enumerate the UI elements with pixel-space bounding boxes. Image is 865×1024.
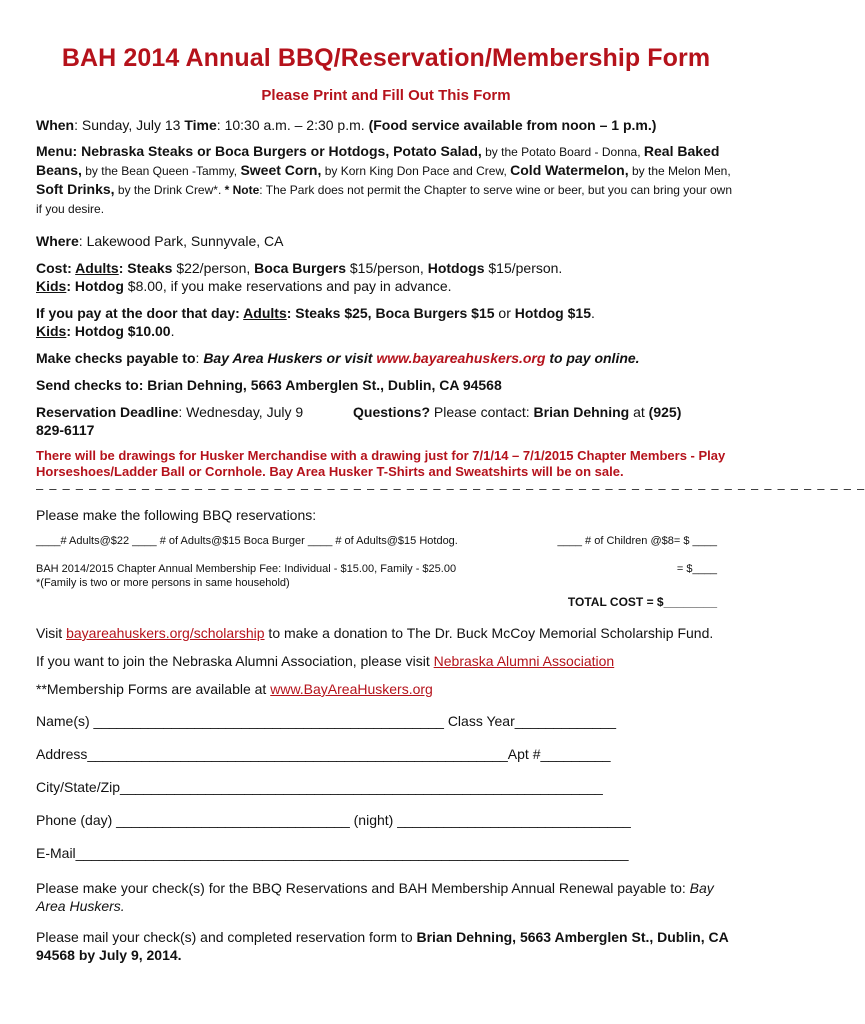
contact-phone-cont: 829-6117 (36, 422, 95, 438)
form-title: BAH 2014 Annual BBQ/Reservation/Membership Form (61, 44, 711, 72)
checks-payable: Make checks payable to: Bay Area Huskers or visit www.bayareahuskers.org to pay online. (36, 350, 640, 366)
address-field[interactable]: Address______________________________________________________Apt #_________ (36, 746, 611, 762)
total-cost[interactable]: TOTAL COST = $________ (567, 595, 717, 609)
membership-fee-amount[interactable]: = $____ (676, 563, 717, 575)
reservations-heading: Please make the following BBQ reservations: (36, 507, 317, 523)
form-page (36, 44, 865, 964)
reservation-quantities (36, 534, 736, 548)
family-note: *(Family is two or more persons in same household) (36, 577, 290, 589)
door-prices: If you pay at the door that day: Adults: Steaks $25, Boca Burgers $15 or Hotdog $15. Kids: Hotdog $10.00. (36, 305, 595, 339)
closing-payable: Please make your check(s) for the BBQ Reservations and BAH Membership Annual Renewal payable to: Bay Area Huskers. (36, 880, 714, 914)
phone-field[interactable]: Phone (day) ______________________________ (night) ______________________________ (36, 812, 631, 828)
city-state-zip-field[interactable]: City/State/Zip______________________________________________________________ (36, 779, 603, 795)
event-menu: Menu: Nebraska Steaks or Boca Burgers or Hotdogs, Potato Salad, by the Potato Board - Donna, Real Baked Beans, by the Bean Queen -Tammy, Sweet Corn, by Korn King Don Pace and Crew, Cold Watermelon, by the Melon Men, Soft Drinks, by the Drink Crew*. * Note: The Park does not permit the Chapter to serve wine or beer, but you can bring your own if you desire. (36, 143, 733, 216)
membership-forms-link[interactable]: www.BayAreaHuskers.org (270, 681, 433, 697)
alumni-line: If you want to join the Nebraska Alumni Association, please visit Nebraska Alumni Association (36, 653, 615, 669)
alumni-link[interactable]: Nebraska Alumni Association (433, 653, 615, 669)
drawings-notice: There will be drawings for Husker Merchandise with a drawing just for 7/1/14 – 7/1/2015 Chapter Members - Play Horseshoes/Ladder Ball or Cornhole. Bay Area Husker T-Shirts and Sweatshirts will be on sale. (36, 448, 726, 479)
scholarship-line: Visit bayareahuskers.org/scholarship to make a donation to The Dr. Buck McCoy Memorial Scholarship Fund. (36, 625, 714, 641)
closing-mail: Please mail your check(s) and completed reservation form to Brian Dehning, 5663 Amberglen St., Dublin, CA 94568 by July 9, 2014. (36, 929, 729, 963)
questions-contact: Questions? Please contact: Brian Dehning at (925) (353, 404, 682, 420)
contact-fields (36, 712, 736, 862)
website-link[interactable]: www.bayareahuskers.org (376, 350, 546, 366)
membership-forms-line: **Membership Forms are available at www.BayAreaHuskers.org (36, 681, 433, 697)
deadline-row (36, 403, 736, 439)
event-when: When: Sunday, July 13 Time: 10:30 a.m. – 2:30 p.m. (Food service available from noon – 1 p.m.) (36, 117, 657, 133)
membership-fee: BAH 2014/2015 Chapter Annual Membership Fee: Individual - $15.00, Family - $25.00 (36, 563, 457, 575)
event-where: Where: Lakewood Park, Sunnyvale, CA (36, 233, 284, 249)
reservation-deadline: Reservation Deadline: Wednesday, July 9 (36, 404, 304, 420)
email-field[interactable]: E-Mail_______________________________________________________________________ (36, 845, 629, 861)
names-field[interactable]: Name(s) _____________________________________________ Class Year_____________ (36, 713, 616, 729)
event-cost: Cost: Adults: Steaks $22/person, Boca Burgers $15/person, Hotdogs $15/person. Kids: Hotdog $8.00, if you make reservations and pay in advance. (36, 260, 563, 294)
send-checks: Send checks to: Brian Dehning, 5663 Amberglen St., Dublin, CA 94568 (36, 377, 502, 393)
scholarship-link[interactable]: bayareahuskers.org/scholarship (66, 625, 265, 641)
children-reservations[interactable]: ____ # of Children @$8= $ ____ (557, 535, 717, 547)
adult-reservations[interactable]: ____# Adults@$22 ____ # of Adults@$15 Boca Burger ____ # of Adults@$15 Hotdog. (36, 535, 458, 547)
membership-fee-row (36, 562, 736, 576)
form-subtitle: Please Print and Fill Out This Form (261, 87, 511, 104)
cut-line-divider: – – – – – – – – – – – – – – – – – – – – – – – – – – – – – – – – – – – – – – – – – – – – – – – – – – – – – – – – – – – – – – – (36, 481, 865, 496)
